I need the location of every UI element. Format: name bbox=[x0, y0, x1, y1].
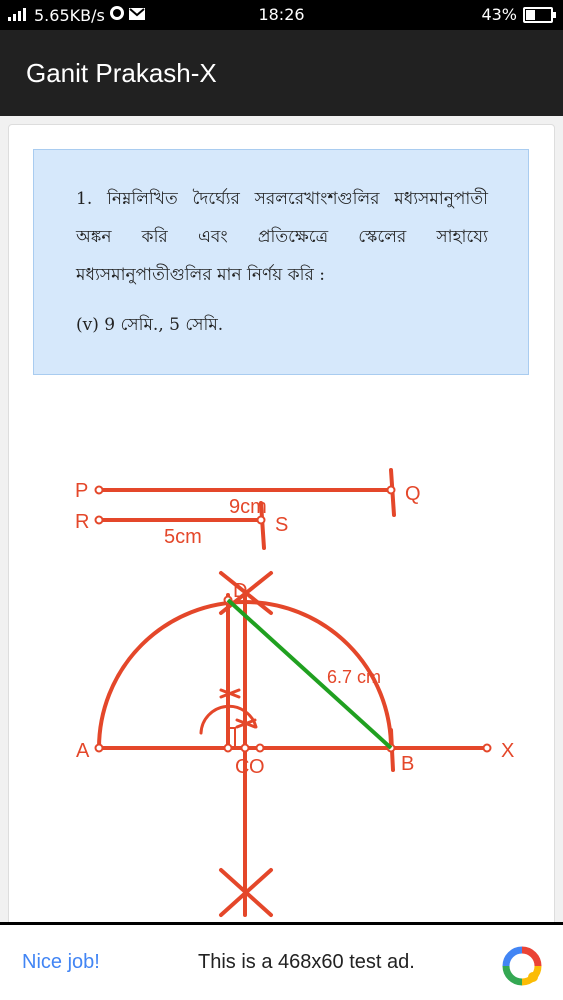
point-c bbox=[225, 745, 232, 752]
point-o bbox=[242, 745, 249, 752]
label-r: R bbox=[75, 511, 90, 533]
label-s: S bbox=[275, 514, 289, 536]
point-r bbox=[96, 517, 103, 524]
label-c: C bbox=[235, 756, 250, 778]
app-bar bbox=[0, 30, 563, 116]
app-title: Ganit Prakash-X bbox=[26, 58, 217, 88]
status-right bbox=[481, 5, 553, 24]
question-box bbox=[33, 149, 529, 375]
label-d: D bbox=[233, 580, 248, 602]
question-text: 1. নিম্নলিখিত দৈর্ঘ্যের সরলরেখাংশগুলির মধ্যসমানুপাতী অঙ্কন করি এবং প্রতিক্ষেত্রে স্কেলের সাহায্যে মধ্যসমানুপাতীগুলির মান নির্ণয় করি : bbox=[76, 189, 488, 285]
battery-percent: 43% bbox=[481, 5, 517, 24]
point-p bbox=[96, 487, 103, 494]
status-bar bbox=[0, 0, 563, 30]
label-9cm: 9cm bbox=[229, 496, 267, 518]
point-o2 bbox=[257, 745, 264, 752]
solution-card bbox=[8, 124, 555, 922]
question-option: (v) 9 সেমি., 5 সেমি. bbox=[76, 315, 224, 335]
label-p: P bbox=[75, 480, 89, 502]
ad-logo-icon[interactable] bbox=[502, 946, 542, 990]
label-o: O bbox=[249, 756, 265, 778]
ad-message[interactable]: This is a 468x60 test ad. bbox=[198, 951, 415, 973]
label-bd: 6.7 cm bbox=[327, 667, 382, 687]
label-a: A bbox=[76, 740, 90, 762]
point-a bbox=[96, 745, 103, 752]
point-x bbox=[484, 745, 491, 752]
network-speed: 5.65KB/s bbox=[34, 5, 105, 25]
clock: 18:26 bbox=[258, 5, 305, 24]
construction-figure bbox=[9, 465, 554, 922]
label-5cm: 5cm bbox=[164, 526, 202, 548]
label-b: B bbox=[401, 753, 415, 775]
battery-icon bbox=[523, 7, 553, 23]
label-q: Q bbox=[405, 483, 421, 505]
content-area[interactable] bbox=[0, 116, 563, 922]
label-x: X bbox=[501, 740, 515, 762]
point-q bbox=[388, 487, 395, 494]
ad-nice-job[interactable]: Nice job! bbox=[22, 951, 100, 973]
ad-banner[interactable] bbox=[0, 922, 563, 1000]
